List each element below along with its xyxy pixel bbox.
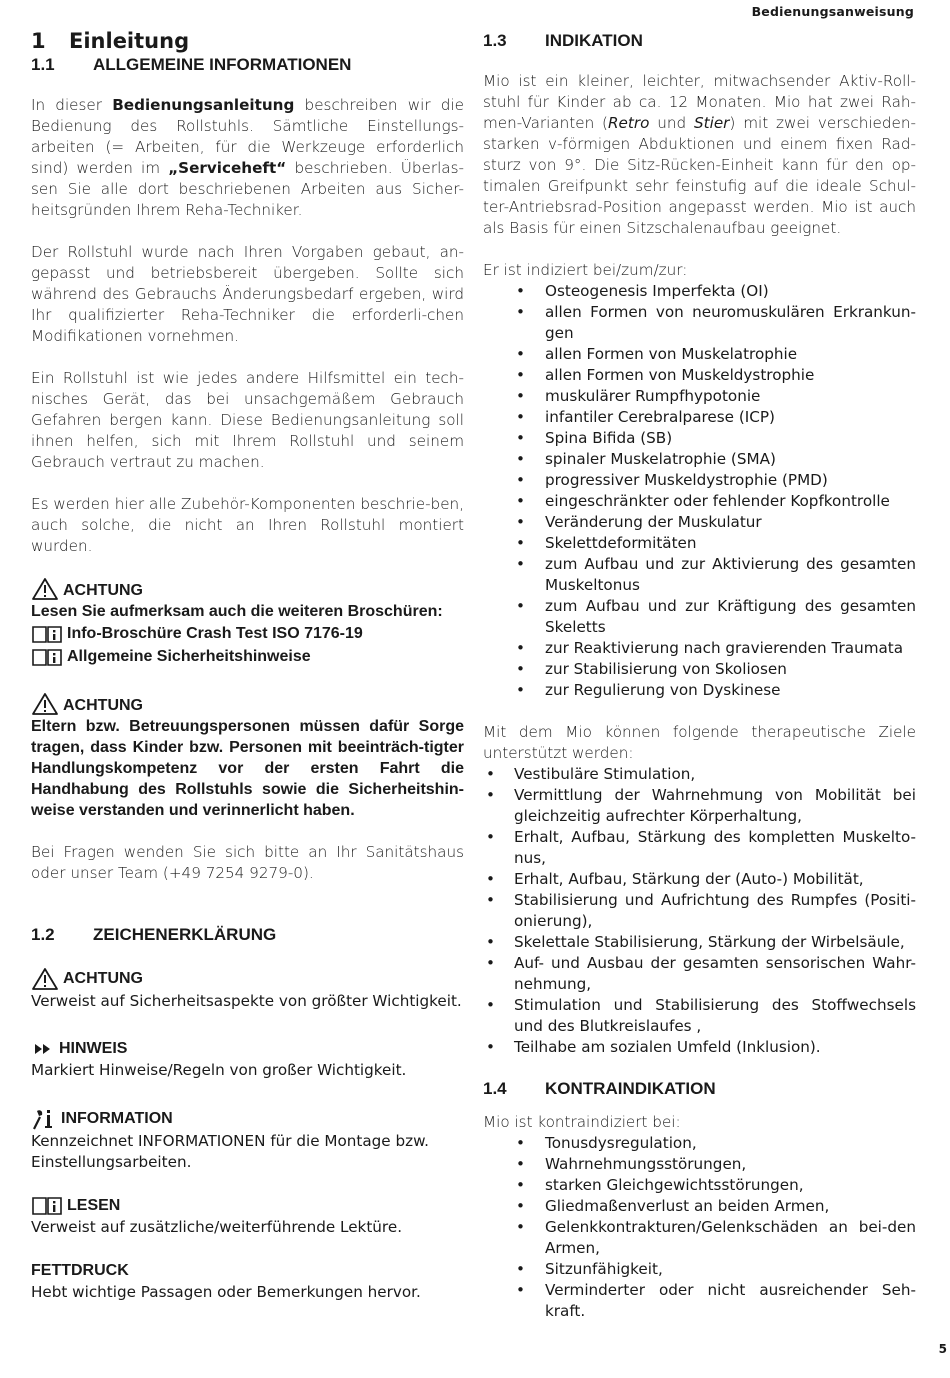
list-item: • muskulärer Rumpfhypotonie [483, 386, 916, 407]
legend-entry-title [31, 1195, 464, 1217]
section-number: 1.2 [31, 925, 55, 944]
text-run: Mio ist ein kleiner, leichter, mitwachsender Aktiv-Roll-stuhl für Kinder ab ca. 12 Monaten. Mio hat zwei Rah-men-Varianten ( [483, 72, 916, 132]
bold-term: Bedienungsanleitung [112, 96, 295, 114]
warning-heading [31, 577, 464, 601]
legend-entry-title [31, 1260, 464, 1282]
list-item: • Teilhabe am sozialen Umfeld (Inklusion). [483, 1037, 916, 1058]
variant-name: Retro [607, 114, 650, 132]
legend-title-text: LESEN [67, 1197, 121, 1214]
legend-title-text: ACHTUNG [63, 970, 143, 987]
section-title: INDIKATION [545, 31, 643, 50]
section-number: 1.4 [483, 1079, 507, 1098]
section-number: 1.1 [31, 55, 55, 74]
list-item: • zum Aufbau und zur Aktivierung des gesamten Muskeltonus [483, 554, 916, 596]
left-column [31, 28, 464, 1303]
intro-paragraph-3: Ein Rollstuhl ist wie jedes andere Hilfsmittel ein tech-nisches Gerät, das bei unsachgemäßem Gebrauch Gefahren bergen kann. Diese Bedienungsanleitung soll ihnen helfen, sich mit Ihrem Rollstuhl und seinem Gebrauch vertraut zu machen. [31, 369, 464, 471]
book-info-icon [31, 624, 63, 644]
warning-triangle-icon [31, 967, 59, 991]
list-item: • progressiver Muskeldystrophie (PMD) [483, 470, 916, 491]
legend-entry-text: Verweist auf Sicherheitsaspekte von größter Wichtigkeit. [31, 992, 462, 1010]
list-item: • Gelenkkontrakturen/Gelenkschäden an bei-den Armen, [483, 1217, 916, 1259]
list-item: • spinaler Muskelatrophie (SMA) [483, 449, 916, 470]
chapter-number: 1 [31, 29, 46, 53]
list-item: • Skelettale Stabilisierung, Stärkung der Wirbelsäule, [483, 932, 916, 953]
legend-title-text: HINWEIS [59, 1040, 128, 1057]
text-run: In dieser [31, 96, 113, 114]
section-heading-1-3 [483, 30, 916, 52]
book-info-icon [31, 1195, 63, 1217]
list-item: • Gliedmaßenverlust an beiden Armen, [483, 1196, 916, 1217]
list-item: • Erhalt, Aufbau, Stärkung des kompletten Muskelto-nus, [483, 827, 916, 869]
list-item: • Skelettdeformitäten [483, 533, 916, 554]
book-info-icon [31, 647, 63, 667]
intro-paragraph-1 [31, 95, 464, 221]
right-column [483, 28, 916, 1322]
goals-intro: Mit dem Mio können folgende therapeutische Ziele unterstützt werden: [483, 723, 916, 762]
list-item: • Tonusdysregulation, [483, 1133, 916, 1154]
read-reference-text: Allgemeine Sicherheitshinweise [67, 648, 311, 665]
list-item: • zur Reaktivierung nach gravierenden Traumata [483, 638, 916, 659]
warning-title: ACHTUNG [63, 697, 143, 714]
indication-intro: Er ist indiziert bei/zum/zur: [483, 261, 688, 279]
contact-paragraph: Bei Fragen wenden Sie sich bitte an Ihr Sanitätshaus oder unser Team (+49 7254 9279-0). [31, 843, 464, 882]
legend-entry-text: Kennzeichnet INFORMATIONEN für die Montage bzw. Einstellungsarbeiten. [31, 1132, 429, 1171]
contra-intro: Mio ist kontraindiziert bei: [483, 1113, 681, 1131]
indication-paragraph [483, 71, 916, 239]
warning-triangle-icon [31, 577, 59, 601]
list-item: • Vestibuläre Stimulation, [483, 764, 916, 785]
warning-title: ACHTUNG [63, 582, 143, 599]
indication-list [483, 281, 916, 701]
list-item: • allen Formen von neuromuskulären Erkrankun-gen [483, 302, 916, 344]
wrench-info-icon [31, 1107, 57, 1131]
list-item: • allen Formen von Muskeldystrophie [483, 365, 916, 386]
section-title: ALLGEMEINE INFORMATIONEN [93, 55, 352, 74]
warning-triangle-icon [31, 692, 59, 716]
variant-name: Stier [694, 114, 730, 132]
goals-list [483, 764, 916, 1058]
text-run: und [649, 114, 695, 132]
warning-body: Eltern bzw. Betreuungspersonen müssen dafür Sorge tragen, dass Kinder bzw. Personen mit beeinträch-tigter Handlungskompetenz vor der ersten Fahrt die Handhabung des Rollstuhls sowie die Sicherheitshin-weise verstanden und verinnerlicht haben. [31, 718, 464, 819]
section-heading-1-1 [31, 54, 464, 76]
section-title: ZEICHENERKLÄRUNG [93, 925, 277, 944]
read-reference-text: Info-Broschüre Crash Test ISO 7176-19 [67, 625, 363, 642]
warning-heading [31, 692, 464, 716]
section-heading-1-2 [31, 924, 464, 946]
legend-entry-text: Markiert Hinweise/Regeln von großer Wichtigkeit. [31, 1061, 407, 1079]
list-item: • eingeschränkter oder fehlender Kopfkontrolle [483, 491, 916, 512]
list-item: • Spina Bifida (SB) [483, 428, 916, 449]
list-item: • Vermittlung der Wahrnehmung von Mobilität bei gleichzeitig aufrechter Körperhaltung, [483, 785, 916, 827]
running-header: Bedienungsanweisung [751, 4, 914, 19]
list-item: • Stabilisierung und Aufrichtung des Rumpfes (Positi-onierung), [483, 890, 916, 932]
list-item: • allen Formen von Muskelatrophie [483, 344, 916, 365]
section-heading-1-4 [483, 1078, 916, 1100]
legend-entry-text: Hebt wichtige Passagen oder Bemerkungen hervor. [31, 1283, 421, 1301]
list-item: • zum Aufbau und zur Kräftigung des gesamten Skeletts [483, 596, 916, 638]
legend-entry-title [31, 1038, 464, 1060]
list-item: • zur Stabilisierung von Skoliosen [483, 659, 916, 680]
text-run: beschreiben wir die Bedienung des Rollstuhls. Sämtliche Einstellungs-arbeiten (= Arbeiten, für die Werkzeuge erforderlich sind) werden im [31, 96, 465, 177]
list-item: • Wahrnehmungsstörungen, [483, 1154, 916, 1175]
list-item: • starken Gleichgewichtsstörungen, [483, 1175, 916, 1196]
section-title: KONTRAINDIKATION [545, 1079, 716, 1098]
chapter-heading [31, 28, 464, 54]
section-number: 1.3 [483, 31, 507, 50]
warning-body: Lesen Sie aufmerksam auch die weiteren Broschüren: [31, 603, 443, 620]
list-item: • Erhalt, Aufbau, Stärkung der (Auto-) Mobilität, [483, 869, 916, 890]
legend-entry-text: Verweist auf zusätzliche/weiterführende Lektüre. [31, 1218, 403, 1236]
intro-paragraph-2: Der Rollstuhl wurde nach Ihren Vorgaben gebaut, an-gepasst und betriebsbereit übergeben. Sollte sich während des Gebrauchs Änderungsbedarf ergeben, wird Ihr qualifizierter Reha-Techniker die erforderli-chen Modifikationen vornehmen. [31, 243, 464, 345]
text-run: beschrieben. Überlas-sen Sie alle dort beschriebenen Arbeiten aus Sicher-heitsgründen Ihrem Reha-Techniker. [31, 159, 464, 219]
legend-entry-title [31, 967, 464, 991]
list-item: • zur Regulierung von Dyskinese [483, 680, 916, 701]
page-number: 5 [938, 1342, 947, 1356]
legend-title-text: FETTDRUCK [31, 1262, 129, 1279]
text-run: ) mit zwei verschieden-starken v-förmigen Abduktionen und einem fixen Rad-sturz von 9°. Die Sitz-Rücken-Einheit kann für den op-timalen Greifpunkt sehr feinstufig auf die ideale Schul-ter-Antriebsrad-Position angepasst werden. Mio ist auch als Basis für einen Sitzschalenaufbau geeignet. [483, 114, 916, 237]
list-item: • Osteogenesis Imperfekta (OI) [483, 281, 916, 302]
list-item: • Sitzunfähigkeit, [483, 1259, 916, 1280]
legend-entry-title [31, 1107, 464, 1131]
intro-paragraph-4: Es werden hier alle Zubehör-Komponenten beschrie-ben, auch solche, die nicht an Ihren Rollstuhl montiert wurden. [31, 495, 464, 555]
read-reference-row [31, 622, 464, 645]
double-arrow-icon [31, 1041, 55, 1057]
list-item: • infantiler Cerebralparese (ICP) [483, 407, 916, 428]
contraindication-list [483, 1133, 916, 1322]
bold-term: „Serviceheft“ [168, 159, 287, 177]
chapter-title: Einleitung [69, 29, 190, 53]
list-item: • Verminderter oder nicht ausreichender Seh-kraft. [483, 1280, 916, 1322]
legend-title-text: INFORMATION [61, 1110, 173, 1127]
list-item: • Stimulation und Stabilisierung des Stoffwechsels und des Blutkreislaufes , [483, 995, 916, 1037]
list-item: • Auf- und Ausbau der gesamten sensorischen Wahr-nehmung, [483, 953, 916, 995]
read-reference-row [31, 645, 464, 668]
list-item: • Veränderung der Muskulatur [483, 512, 916, 533]
